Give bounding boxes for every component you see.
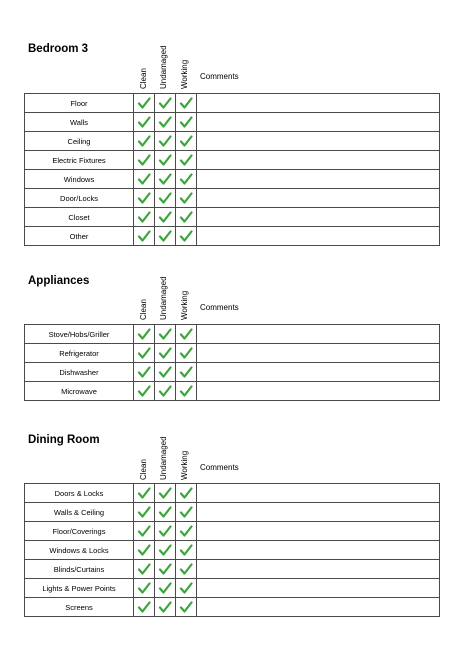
checklist-table-dining-room [24, 483, 440, 617]
working-checkbox-cell[interactable] [176, 503, 197, 522]
undamaged-checkbox-cell[interactable] [155, 484, 176, 503]
undamaged-checkbox-cell[interactable] [155, 227, 176, 246]
clean-checkbox-cell[interactable] [134, 151, 155, 170]
checkmark-icon [179, 229, 193, 243]
column-header-comments: Comments [200, 303, 239, 312]
comment-cell[interactable] [197, 227, 440, 246]
clean-checkbox-cell[interactable] [134, 113, 155, 132]
clean-checkbox-cell[interactable] [134, 503, 155, 522]
checkmark-icon [158, 210, 172, 224]
checkmark-icon [137, 505, 151, 519]
undamaged-checkbox-cell[interactable] [155, 560, 176, 579]
row-item-label: Lights & Power Points [25, 579, 134, 598]
comment-cell[interactable] [197, 132, 440, 151]
row-item-label: Closet [25, 208, 134, 227]
undamaged-checkbox-cell[interactable] [155, 344, 176, 363]
table-row [25, 94, 440, 113]
column-header-clean: Clean [139, 459, 148, 480]
working-checkbox-cell[interactable] [176, 151, 197, 170]
comment-cell[interactable] [197, 344, 440, 363]
checkmark-icon [179, 134, 193, 148]
checkmark-icon [137, 581, 151, 595]
comment-cell[interactable] [197, 579, 440, 598]
checkmark-icon [179, 384, 193, 398]
working-checkbox-cell[interactable] [176, 363, 197, 382]
undamaged-checkbox-cell[interactable] [155, 522, 176, 541]
undamaged-checkbox-cell[interactable] [155, 382, 176, 401]
column-header-clean: Clean [139, 68, 148, 89]
checkmark-icon [179, 115, 193, 129]
working-checkbox-cell[interactable] [176, 113, 197, 132]
checkmark-icon [179, 96, 193, 110]
checkmark-icon [137, 96, 151, 110]
undamaged-checkbox-cell[interactable] [155, 325, 176, 344]
section-title: Appliances [28, 275, 90, 287]
comment-cell[interactable] [197, 325, 440, 344]
table-row [25, 541, 440, 560]
checkmark-icon [179, 505, 193, 519]
checkmark-icon [158, 229, 172, 243]
clean-checkbox-cell[interactable] [134, 522, 155, 541]
row-item-label: Electric Fixtures [25, 151, 134, 170]
undamaged-checkbox-cell[interactable] [155, 503, 176, 522]
comment-cell[interactable] [197, 170, 440, 189]
working-checkbox-cell[interactable] [176, 170, 197, 189]
undamaged-checkbox-cell[interactable] [155, 208, 176, 227]
row-item-label: Other [25, 227, 134, 246]
comment-cell[interactable] [197, 113, 440, 132]
checkmark-icon [158, 96, 172, 110]
column-header-clean: Clean [139, 299, 148, 320]
checkmark-icon [158, 191, 172, 205]
checkmark-icon [158, 486, 172, 500]
checkmark-icon [137, 115, 151, 129]
comment-cell[interactable] [197, 522, 440, 541]
clean-checkbox-cell[interactable] [134, 598, 155, 617]
column-header-comments: Comments [200, 463, 239, 472]
comment-cell[interactable] [197, 560, 440, 579]
row-item-label: Windows & Locks [25, 541, 134, 560]
undamaged-checkbox-cell[interactable] [155, 598, 176, 617]
checkmark-icon [137, 600, 151, 614]
working-checkbox-cell[interactable] [176, 94, 197, 113]
column-header-comments: Comments [200, 72, 239, 81]
checklist-table-bedroom-3 [24, 93, 440, 246]
checkmark-icon [137, 191, 151, 205]
comment-cell[interactable] [197, 484, 440, 503]
table-row [25, 170, 440, 189]
comment-cell[interactable] [197, 541, 440, 560]
row-item-label: Blinds/Curtains [25, 560, 134, 579]
comment-cell[interactable] [197, 382, 440, 401]
clean-checkbox-cell[interactable] [134, 227, 155, 246]
row-item-label: Stove/Hobs/Griller [25, 325, 134, 344]
checkmark-icon [137, 134, 151, 148]
clean-checkbox-cell[interactable] [134, 344, 155, 363]
table-row [25, 325, 440, 344]
checkmark-icon [158, 524, 172, 538]
checkmark-icon [179, 327, 193, 341]
checkmark-icon [158, 384, 172, 398]
row-item-label: Dishwasher [25, 363, 134, 382]
checkmark-icon [179, 365, 193, 379]
section-title: Bedroom 3 [28, 43, 89, 55]
checkmark-icon [137, 210, 151, 224]
checkmark-icon [179, 486, 193, 500]
row-item-label: Floor [25, 94, 134, 113]
comment-cell[interactable] [197, 208, 440, 227]
column-header-undamaged: Undamaged [159, 436, 168, 480]
checkmark-icon [158, 505, 172, 519]
checkmark-icon [158, 600, 172, 614]
checkmark-icon [179, 191, 193, 205]
table-row [25, 484, 440, 503]
row-item-label: Walls & Ceiling [25, 503, 134, 522]
checkmark-icon [158, 115, 172, 129]
checkmark-icon [137, 172, 151, 186]
working-checkbox-cell[interactable] [176, 522, 197, 541]
checkmark-icon [179, 562, 193, 576]
working-checkbox-cell[interactable] [176, 382, 197, 401]
undamaged-checkbox-cell[interactable] [155, 363, 176, 382]
undamaged-checkbox-cell[interactable] [155, 113, 176, 132]
working-checkbox-cell[interactable] [176, 541, 197, 560]
checkmark-icon [137, 229, 151, 243]
working-checkbox-cell[interactable] [176, 598, 197, 617]
checkmark-icon [158, 581, 172, 595]
checkmark-icon [137, 543, 151, 557]
checkmark-icon [158, 327, 172, 341]
checkmark-icon [179, 581, 193, 595]
comment-cell[interactable] [197, 94, 440, 113]
row-item-label: Floor/Coverings [25, 522, 134, 541]
checkmark-icon [137, 365, 151, 379]
undamaged-checkbox-cell[interactable] [155, 132, 176, 151]
table-row [25, 208, 440, 227]
working-checkbox-cell[interactable] [176, 560, 197, 579]
working-checkbox-cell[interactable] [176, 579, 197, 598]
checkmark-icon [137, 562, 151, 576]
table-row [25, 579, 440, 598]
working-checkbox-cell[interactable] [176, 325, 197, 344]
working-checkbox-cell[interactable] [176, 484, 197, 503]
checkmark-icon [179, 543, 193, 557]
checkmark-icon [179, 210, 193, 224]
row-item-label: Door/Locks [25, 189, 134, 208]
clean-checkbox-cell[interactable] [134, 170, 155, 189]
checklist-table-appliances [24, 324, 440, 401]
table-row [25, 151, 440, 170]
clean-checkbox-cell[interactable] [134, 325, 155, 344]
working-checkbox-cell[interactable] [176, 227, 197, 246]
table-row [25, 382, 440, 401]
comment-cell[interactable] [197, 363, 440, 382]
column-header-working: Working [180, 59, 189, 89]
checkmark-icon [137, 153, 151, 167]
undamaged-checkbox-cell[interactable] [155, 94, 176, 113]
comment-cell[interactable] [197, 189, 440, 208]
comment-cell[interactable] [197, 503, 440, 522]
comment-cell[interactable] [197, 151, 440, 170]
undamaged-checkbox-cell[interactable] [155, 541, 176, 560]
row-item-label: Ceiling [25, 132, 134, 151]
row-item-label: Windows [25, 170, 134, 189]
row-item-label: Screens [25, 598, 134, 617]
checkmark-icon [158, 562, 172, 576]
undamaged-checkbox-cell[interactable] [155, 579, 176, 598]
table-row [25, 503, 440, 522]
working-checkbox-cell[interactable] [176, 208, 197, 227]
section-title: Dining Room [28, 434, 100, 446]
table-row [25, 598, 440, 617]
row-item-label: Microwave [25, 382, 134, 401]
checkmark-icon [179, 172, 193, 186]
clean-checkbox-cell[interactable] [134, 579, 155, 598]
working-checkbox-cell[interactable] [176, 189, 197, 208]
checkmark-icon [137, 327, 151, 341]
checkmark-icon [158, 134, 172, 148]
clean-checkbox-cell[interactable] [134, 132, 155, 151]
table-row [25, 522, 440, 541]
checkmark-icon [179, 600, 193, 614]
clean-checkbox-cell[interactable] [134, 382, 155, 401]
working-checkbox-cell[interactable] [176, 132, 197, 151]
row-item-label: Refrigerator [25, 344, 134, 363]
clean-checkbox-cell[interactable] [134, 363, 155, 382]
checkmark-icon [158, 365, 172, 379]
clean-checkbox-cell[interactable] [134, 208, 155, 227]
undamaged-checkbox-cell[interactable] [155, 151, 176, 170]
column-header-working: Working [180, 450, 189, 480]
checkmark-icon [158, 172, 172, 186]
checkmark-icon [179, 524, 193, 538]
row-item-label: Doors & Locks [25, 484, 134, 503]
row-item-label: Walls [25, 113, 134, 132]
comment-cell[interactable] [197, 598, 440, 617]
checkmark-icon [137, 524, 151, 538]
table-row [25, 560, 440, 579]
checkmark-icon [137, 346, 151, 360]
checkmark-icon [137, 486, 151, 500]
checkmark-icon [158, 543, 172, 557]
table-row [25, 132, 440, 151]
table-row [25, 113, 440, 132]
column-header-undamaged: Undamaged [159, 45, 168, 89]
table-row [25, 189, 440, 208]
clean-checkbox-cell[interactable] [134, 541, 155, 560]
checkmark-icon [179, 346, 193, 360]
checkmark-icon [137, 384, 151, 398]
clean-checkbox-cell[interactable] [134, 94, 155, 113]
checkmark-icon [158, 153, 172, 167]
checkmark-icon [158, 346, 172, 360]
undamaged-checkbox-cell[interactable] [155, 170, 176, 189]
checkmark-icon [179, 153, 193, 167]
table-row [25, 344, 440, 363]
working-checkbox-cell[interactable] [176, 344, 197, 363]
table-row [25, 363, 440, 382]
clean-checkbox-cell[interactable] [134, 189, 155, 208]
clean-checkbox-cell[interactable] [134, 484, 155, 503]
clean-checkbox-cell[interactable] [134, 560, 155, 579]
column-header-undamaged: Undamaged [159, 276, 168, 320]
undamaged-checkbox-cell[interactable] [155, 189, 176, 208]
column-header-working: Working [180, 290, 189, 320]
table-row [25, 227, 440, 246]
